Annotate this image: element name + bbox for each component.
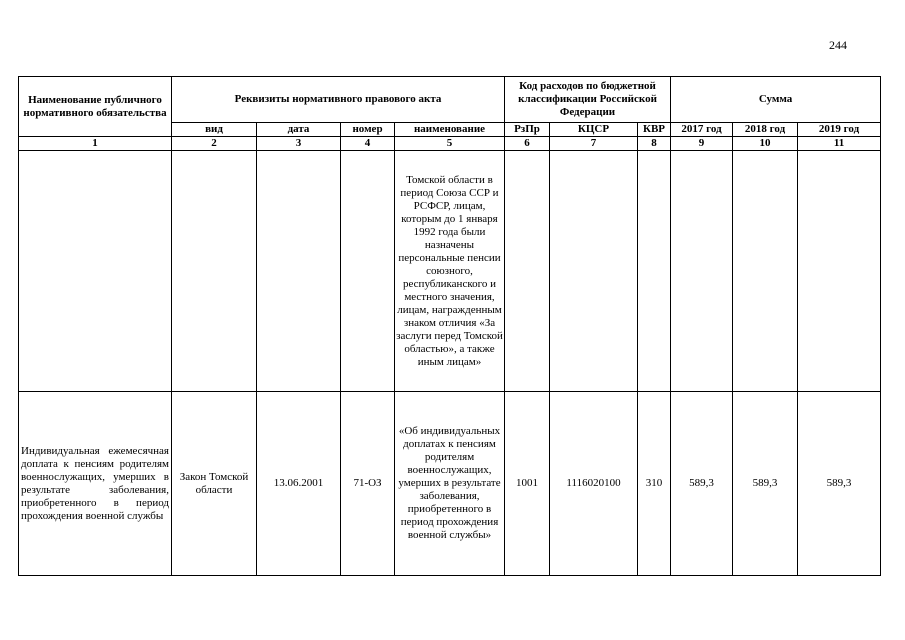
col-number: 1 xyxy=(19,137,172,151)
cell-sum-2019: 589,3 xyxy=(798,392,881,576)
empty-cell xyxy=(172,151,257,392)
col-number: 3 xyxy=(257,137,341,151)
col-number: 4 xyxy=(341,137,395,151)
empty-cell xyxy=(638,151,671,392)
table-row xyxy=(19,392,881,576)
empty-cell xyxy=(550,151,638,392)
header-sum: Сумма xyxy=(671,77,881,123)
header-2018: 2018 год xyxy=(733,123,798,137)
header-budget-code: Код расходов по бюджетной классификации Российской Федерации xyxy=(505,77,671,123)
header-rzpr: РзПр xyxy=(505,123,550,137)
header-naimenovanie: наименование xyxy=(395,123,505,137)
col-number: 9 xyxy=(671,137,733,151)
col-number: 6 xyxy=(505,137,550,151)
empty-cell xyxy=(257,151,341,392)
cell-rzpr: 1001 xyxy=(505,392,550,576)
col-number: 5 xyxy=(395,137,505,151)
table-row xyxy=(19,151,881,392)
cell-nomer: 71-ОЗ xyxy=(341,392,395,576)
cell-kvr: 310 xyxy=(638,392,671,576)
cell-naimenovanie-continued: Томской области в период Союза ССР и РСФСР, лицам, которым до 1 января 1992 года были назначены персональные пенсии союзного, республиканского и местного значения, лицам, награжденным знаком отличия «За заслуги перед Томской областью», а также иным лицам» xyxy=(395,151,505,392)
header-kvr: КВР xyxy=(638,123,671,137)
col-number: 2 xyxy=(172,137,257,151)
col-number: 11 xyxy=(798,137,881,151)
header-kcsr: КЦСР xyxy=(550,123,638,137)
empty-cell xyxy=(19,151,172,392)
empty-cell xyxy=(341,151,395,392)
cell-sum-2017: 589,3 xyxy=(671,392,733,576)
cell-naimenovanie: «Об индивидуальных доплатах к пенсиям родителям военнослужащих, умерших в результате заболевания, приобретенного в период прохождения военной службы» xyxy=(395,392,505,576)
header-2019: 2019 год xyxy=(798,123,881,137)
empty-cell xyxy=(733,151,798,392)
empty-cell xyxy=(671,151,733,392)
header-data: дата xyxy=(257,123,341,137)
cell-data: 13.06.2001 xyxy=(257,392,341,576)
header-2017: 2017 год xyxy=(671,123,733,137)
budget-obligations-table xyxy=(18,76,881,576)
col-number: 7 xyxy=(550,137,638,151)
header-vid: вид xyxy=(172,123,257,137)
col-number: 8 xyxy=(638,137,671,151)
cell-sum-2018: 589,3 xyxy=(733,392,798,576)
header-requisites: Реквизиты нормативного правового акта xyxy=(172,77,505,123)
empty-cell xyxy=(505,151,550,392)
col-number: 10 xyxy=(733,137,798,151)
cell-obligation: Индивидуальная ежемесячная доплата к пенсиям родителям военнослужащих, умерших в результате заболевания, приобретенного в период прохождения военной службы xyxy=(19,392,172,576)
empty-cell xyxy=(798,151,881,392)
cell-kcsr: 1116020100 xyxy=(550,392,638,576)
table-header xyxy=(19,77,881,151)
cell-vid: Закон Томской области xyxy=(172,392,257,576)
header-nomer: номер xyxy=(341,123,395,137)
page-number: 244 xyxy=(829,38,847,52)
header-obligation-name: Наименование публичного нормативного обязательства xyxy=(19,77,172,137)
